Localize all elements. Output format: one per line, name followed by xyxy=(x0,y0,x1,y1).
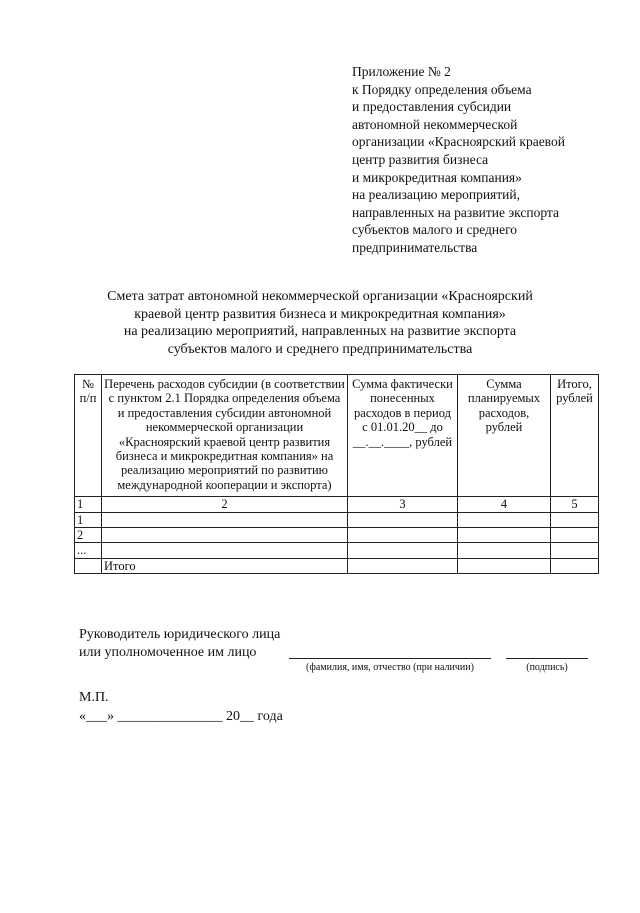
column-number: 2 xyxy=(102,497,348,512)
stamp-placeholder: М.П. xyxy=(79,690,109,705)
table-row xyxy=(75,528,599,543)
row-total xyxy=(551,512,599,527)
column-number: 4 xyxy=(458,497,551,512)
title-line: субъектов малого и среднего предпринимательства xyxy=(167,341,473,357)
title-line: на реализацию мероприятий, направленных на развитие экспорта xyxy=(123,324,517,339)
row-planned-amount xyxy=(458,528,551,543)
appendix-line: Приложение № 2 xyxy=(352,64,451,79)
row-planned-amount xyxy=(458,543,551,558)
header-actual-amount: Сумма фактически понесенных расходов в период с 01.01.20__ до __.__.____, рублей xyxy=(348,375,458,497)
header-planned-amount: Сумма планируемых расходов, рублей xyxy=(458,375,551,497)
header-expense-list: Перечень расходов субсидии (в соответствии с пунктом 2.1 Порядка определения объема и предоставления субсидии автономной некоммерческой организации «Красноярский краевой центр развития бизнеса и микрокредитная компания» на реализацию мероприятий по развитию международной кооперации и экспорта) xyxy=(102,375,348,497)
appendix-line: и предоставления субсидии xyxy=(352,99,512,115)
column-number: 1 xyxy=(75,497,102,512)
document-title xyxy=(70,288,570,358)
column-number: 3 xyxy=(348,497,458,512)
row-planned-amount xyxy=(458,558,551,573)
appendix-line: на реализацию мероприятий, xyxy=(352,187,520,203)
appendix-line: направленных на развитие экспорта xyxy=(352,204,559,220)
appendix-line: субъектов малого и среднего xyxy=(352,222,518,238)
table-total-row xyxy=(75,558,599,573)
row-total xyxy=(551,558,599,573)
date-line: «___» _______________ 20__ года xyxy=(79,709,283,724)
cost-estimate-table xyxy=(74,374,599,574)
header-total: Итого, рублей xyxy=(551,375,599,497)
row-expense-name xyxy=(102,512,348,527)
name-caption: (фамилия, имя, отчество (при наличии) xyxy=(306,662,474,673)
name-signature-line xyxy=(289,658,491,659)
column-number-row xyxy=(75,497,599,512)
signature-line xyxy=(506,658,588,659)
table-header-row xyxy=(75,375,599,497)
row-expense-name xyxy=(102,543,348,558)
appendix-line: организации «Красноярский краевой xyxy=(352,134,565,150)
row-actual-amount xyxy=(348,512,458,527)
row-number xyxy=(75,558,102,573)
appendix-line: автономной некоммерческой xyxy=(352,116,518,132)
row-total xyxy=(551,528,599,543)
row-actual-amount xyxy=(348,558,458,573)
row-actual-amount xyxy=(348,528,458,543)
table-row xyxy=(75,543,599,558)
row-expense-name: Итого xyxy=(102,558,348,573)
row-total xyxy=(551,543,599,558)
appendix-line: предпринимательства xyxy=(352,239,478,255)
header-number: № п/п xyxy=(75,375,102,497)
appendix-block xyxy=(352,63,602,257)
signatory-label-line2: или уполномоченное им лицо xyxy=(79,645,257,660)
signature-caption: (подпись) xyxy=(526,662,568,673)
row-actual-amount xyxy=(348,543,458,558)
signatory-label-line1: Руководитель юридического лица xyxy=(79,627,281,642)
row-planned-amount xyxy=(458,512,551,527)
appendix-line: и микрокредитная компания» xyxy=(352,169,522,185)
title-line: Смета затрат автономной некоммерческой организации «Красноярский xyxy=(107,289,533,304)
row-number: 1 xyxy=(75,512,102,527)
column-number: 5 xyxy=(551,497,599,512)
row-number: ... xyxy=(75,543,102,558)
row-number: 2 xyxy=(75,528,102,543)
appendix-line: центр развития бизнеса xyxy=(352,151,489,167)
appendix-line: к Порядку определения объема xyxy=(352,81,532,97)
row-expense-name xyxy=(102,528,348,543)
title-line: краевой центр развития бизнеса и микрокредитная компания» xyxy=(134,306,506,322)
table-row xyxy=(75,512,599,527)
